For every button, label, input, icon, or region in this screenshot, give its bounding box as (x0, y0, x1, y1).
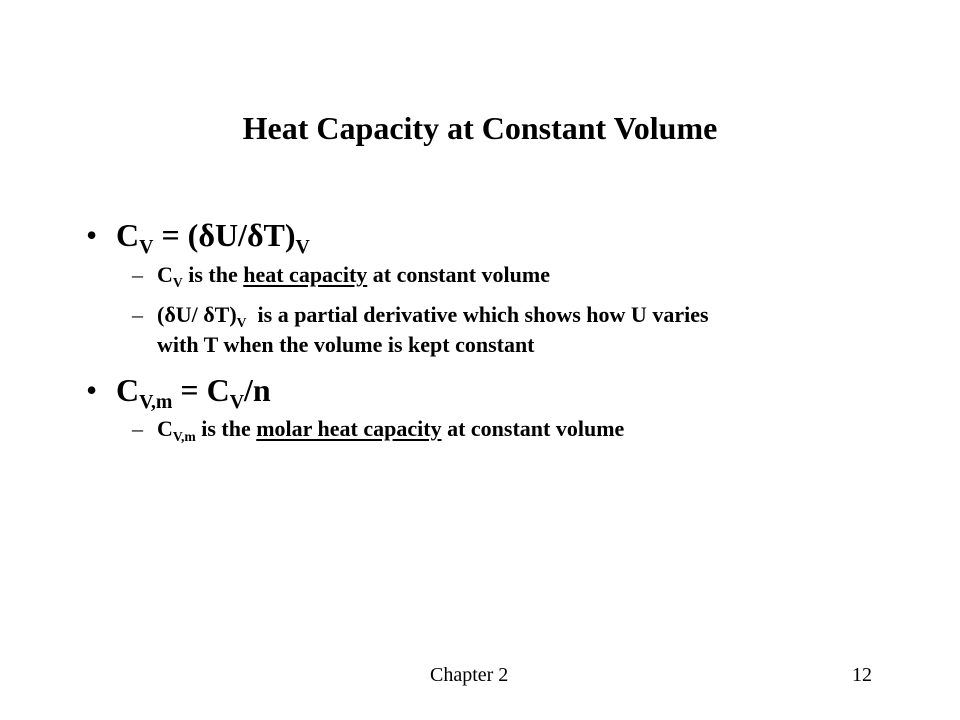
bullet-icon: • (86, 372, 98, 408)
slide-title: Heat Capacity at Constant Volume (242, 110, 718, 146)
footer-chapter: Chapter 2 (430, 664, 509, 686)
dash-icon: – (132, 262, 143, 287)
dash-icon: – (132, 302, 143, 327)
equation-cv: $C_V = (\delta U/\delta T)_V$ (116, 217, 310, 258)
dash-icon: – (132, 416, 143, 441)
equation-cvm: $C_{V,m} = C_V/n$ (116, 372, 271, 413)
footer-page-number: 12 (852, 664, 872, 686)
bullet-icon: • (86, 217, 98, 253)
heat-capacity-link[interactable]: heat capacity (243, 262, 368, 287)
slide: Heat Capacity at Constant Volume • $C_V = (\delta U/\delta T)_V$ – $C_V$ is the heat capacity at constant volume – (δU/ $\delta T)_V$ is a partial derivative which shows how U varies with T when the volume is kept constant • $C_{V,m} = C_V/n$ – $C_{V,m}$ is the molar heat capacity at constant volume Chapter 2 12 (0, 0, 960, 720)
molar-heat-capacity-link[interactable]: molar heat capacity (256, 416, 442, 441)
